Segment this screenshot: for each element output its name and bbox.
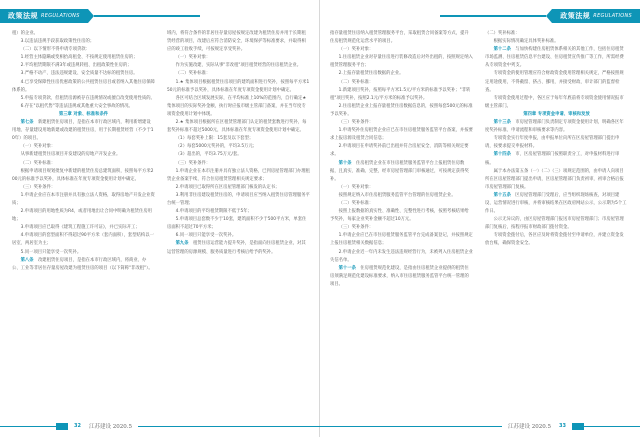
right-section-header bbox=[440, 9, 640, 23]
body-paragraph: 6.存在"以租代售"等违法违规或其他重大安全事故的情况。 bbox=[20, 103, 133, 109]
body-paragraph: （1）每套奖补上限：15套及以下套型； bbox=[175, 136, 254, 142]
footer-tab bbox=[572, 423, 584, 430]
article-number: 第十三条 bbox=[493, 120, 511, 126]
left-text-columns bbox=[12, 30, 310, 415]
left-masthead: 江苏建设 2020.5 bbox=[88, 424, 132, 430]
chapter-heading: 第三章 对象、标准和条件 bbox=[58, 111, 109, 117]
body-paragraph: 作为实施改建、实际从事"非改租"项目租赁经营的住房租赁企业。 bbox=[175, 63, 302, 69]
chapter-heading: 第四章 专项资金申请、审核和发放 bbox=[523, 111, 590, 117]
article-text: 市、区房屋管理部门按照职责分工，对申报材料进行审核。 bbox=[485, 152, 620, 166]
body-paragraph: （3）超出的，平均3.75万元/套。 bbox=[175, 152, 242, 158]
article-paragraph bbox=[485, 192, 628, 216]
body-paragraph: 根据申请项目规划批复中新建的租赁住房总建筑面积，按照每平方米200元的标准予以奖补，具体标准在年度专项资金使用计划中确定。 bbox=[12, 168, 154, 182]
body-paragraph: 指存量租赁住房纳入租赁管理服务平台，采取租赁合同备案等方式，提升住房租赁规范化运营水平的项目。 bbox=[330, 31, 469, 45]
left-page-number: 32 bbox=[74, 423, 81, 429]
body-paragraph: 1.经营主体隐瞒或变相抬高租金、不按规定使用租赁住房的； bbox=[20, 55, 138, 61]
right-page bbox=[320, 0, 640, 437]
article-paragraph bbox=[485, 119, 628, 135]
article-paragraph bbox=[12, 119, 155, 143]
article-text: 与加快构建住房租赁体系相关的其他工作，包括住房租赁市场监测、住房租赁信息平台建设、住房租赁宣传推广等工作，所需经费从专项资金中列支。 bbox=[485, 47, 624, 69]
body-paragraph: 5.同一项目只能享受一次奖补。 bbox=[20, 249, 82, 255]
body-paragraph: 3.利用非住房建设租赁住房的，申请项目应当纳入租赁住房管理服务平台统一管理； bbox=[167, 192, 310, 206]
body-paragraph: 公示无异议的，由区房屋管理部门报送市房屋管理部门；市房屋管理部门复核后，按程序报市财政部门拨付资金。 bbox=[485, 217, 624, 231]
article-paragraph bbox=[12, 257, 155, 273]
footer-rule bbox=[138, 426, 320, 427]
body-paragraph: 4.已享受保障性住房优惠政策的公共租赁住房目或者纳入其他住房保障体系的。 bbox=[12, 79, 155, 93]
footer-rule bbox=[0, 426, 56, 427]
body-paragraph: 4.申请项目的平均租赁期限不低于5年； bbox=[175, 209, 252, 215]
body-paragraph: （三）奖补条件： bbox=[338, 225, 374, 231]
right-page-number: 33 bbox=[559, 423, 566, 429]
article-number: 第十四条 bbox=[493, 152, 511, 158]
body-paragraph: （一）奖补对象： bbox=[338, 184, 374, 190]
body-paragraph: 专项资金使用过程中，各区应于每年年底前将专项资金使用情况报市级主管部门。 bbox=[485, 95, 624, 109]
body-paragraph: （二）以下情形不得申请专项贷款： bbox=[20, 47, 90, 53]
body-paragraph: 属于本办法第五条（一）（二）（三）项规定范围的，由申请人向项目所在区房屋管理部门提出申请，区房屋管理部门负责初审，初审合格后报市房屋管理部门复核。 bbox=[485, 168, 624, 190]
right-text-columns bbox=[330, 30, 628, 415]
body-paragraph: （2）每套5000元奖补的，平均3.5万元； bbox=[175, 144, 258, 150]
body-paragraph: （三）奖补条件： bbox=[338, 120, 374, 126]
body-paragraph: 2.住房租赁企业上报存量租赁住房数据信息的，按照每套500元的标准予以奖补。 bbox=[330, 103, 473, 117]
body-paragraph: 专项资金拨付后，各区应及时将资金拨付至申请单位，并建立资金发放台账，确保资金安全。 bbox=[485, 233, 624, 247]
body-paragraph: 按照规定纳入市住房租赁服务监管平台管理的住房租赁企业。 bbox=[338, 192, 456, 198]
body-paragraph: 从事新建租赁住房项目开发建设的房地产开发企业。 bbox=[20, 152, 121, 158]
column bbox=[167, 30, 310, 415]
body-paragraph: 域内，将符合条件的非居住存量房屋按规定改建为租赁住房并用于长期租赁经营的项目，改建后应符合消防安全、环境保护等标准要求，并取得相应的竣工验收手续，可按规定享受奖补。 bbox=[167, 31, 306, 53]
left-section-header bbox=[0, 9, 200, 23]
body-paragraph: （三）奖补条件： bbox=[20, 184, 56, 190]
footer-rule bbox=[584, 426, 640, 427]
footer-tab bbox=[56, 423, 68, 430]
body-paragraph: 1.申请企业应已在市住房租赁服务监管平台完成备案登记，并按照规定上报住房租赁相关数据信息； bbox=[330, 233, 473, 247]
article-text: 住房租赁规范化建设，是指由住房租赁企业提供的租赁住房须满足规范化建设标准要求，纳入市住房租赁服务监管平台统一管理的项目。 bbox=[330, 265, 469, 287]
body-paragraph: 2.★ 集体项目根据所在区租赁管理部门认定的租赁套数进行奖补，每套奖补标准不超过5000元，具体标准在年度专项资金使用计划中确定。 bbox=[167, 120, 307, 134]
column bbox=[12, 30, 155, 415]
article-paragraph bbox=[167, 240, 310, 256]
article-number: 第十五条 bbox=[493, 192, 511, 198]
left-section-subtitle: REGULATIONS bbox=[41, 13, 80, 19]
body-paragraph: 6.同一项目只能享受一次奖补。 bbox=[175, 233, 237, 239]
body-paragraph: （三）奖补条件： bbox=[175, 160, 211, 166]
left-section-title: 政策法规 bbox=[8, 12, 38, 20]
header-rule bbox=[440, 15, 546, 17]
article-number: 第七条 bbox=[20, 120, 34, 126]
article-number: 第八条 bbox=[20, 257, 34, 263]
body-paragraph: 根据实际情况确定具体奖补标准。 bbox=[493, 39, 559, 45]
body-paragraph: （二）奖补标准： bbox=[485, 31, 520, 36]
left-section-tab bbox=[0, 9, 88, 23]
body-paragraph: 1.住房租赁企业对存量住房进行装修改造后对外出租的，按照规定纳入租赁管理服务平台； bbox=[330, 55, 473, 69]
column bbox=[330, 30, 473, 415]
body-paragraph: （一）奖补对象： bbox=[20, 144, 56, 150]
body-paragraph: 1.申请奖补住房租赁企业应已在市住房租赁服务监管平台备案，并按要求上报房源及租赁合同信息； bbox=[330, 128, 473, 142]
article-paragraph bbox=[485, 46, 628, 70]
right-section-tab bbox=[552, 9, 640, 23]
right-section-subtitle: REGULATIONS bbox=[593, 13, 632, 19]
article-number: 第十二条 bbox=[493, 47, 511, 53]
article-text: 区房屋管理部门受理后，应当组织现场核查，对项目建设、运营情况进行审核，并将审核结果在区政府网站公示，公示期为5个工作日。 bbox=[485, 192, 627, 215]
body-paragraph: 按照上报数据的真实性、准确性、完整性进行考核，按照考核结果给予奖补，每家企业奖补金额不超过10万元。 bbox=[330, 209, 469, 223]
body-paragraph: 2.申请项目在申请奖补前已出租并符合房屋安全、消防等相关规定要求。 bbox=[330, 144, 469, 158]
body-paragraph: （二）奖补标准： bbox=[20, 160, 56, 166]
body-paragraph: 2.上报存量租赁住房数据的企业。 bbox=[338, 71, 404, 77]
right-masthead: 江苏建设 2020.5 bbox=[508, 424, 552, 430]
body-paragraph: 3.申请项目应已取得《建筑工程施工许可证》，并已实际开工； bbox=[20, 225, 140, 231]
body-paragraph: （一）奖补对象： bbox=[175, 55, 211, 61]
body-paragraph: 专项资金的使用管理应符合财政资金使用管理相关规定，严格按照规定用途使用，不得截留、挤占、挪用，并接受财政、审计部门的监督检查。 bbox=[485, 71, 624, 93]
body-paragraph: 5.申请项目总套数不少于10套，建筑面积不少于500平方米，单套住房面积不超过70平方米； bbox=[167, 217, 307, 231]
article-text: 住房租赁企业在市住房租赁服务监管平台上报租赁住房数据，且真实、准确、完整，经市房屋管理部门审核通过，可按规定获得奖补。 bbox=[330, 160, 469, 182]
right-footer bbox=[320, 421, 640, 431]
body-paragraph: 2.申请企业近一年内未发生违法违规经营行为，未被列入住房租赁企业失信名单。 bbox=[330, 249, 473, 263]
body-paragraph: 专项资金实行年度申报，由申报单位向所在区房屋管理部门提出申请，按要求提交申报材料。 bbox=[485, 136, 620, 150]
body-paragraph: 4.申请项目的套型面积不得超过90平方米（套内面积），套型结构以一居室、两居室为主； bbox=[12, 233, 154, 247]
body-paragraph: 租）的企业。 bbox=[12, 31, 39, 36]
article-paragraph bbox=[330, 160, 473, 184]
column bbox=[485, 30, 628, 415]
body-paragraph: 1.★ 集体项目根据租赁住房项目的建筑面积进行奖补，按照每平方米150元的标准予以奖补，具体标准在年度专项资金使用计划中确定。 bbox=[167, 79, 310, 93]
body-paragraph: 2.申请项目的用地性质为R4，或者用地出让合同中明确为租赁住房用地； bbox=[12, 209, 153, 223]
article-number: 第九条 bbox=[175, 241, 189, 247]
right-section-title: 政策法规 bbox=[560, 12, 591, 20]
body-paragraph: 3.严格不动产、违法违规建设、安全质量不达标的租赁住房。 bbox=[20, 71, 138, 77]
body-paragraph: 5.申报专项贷款、但租赁房源被存在违规情况或擅自改变使用性质的。 bbox=[20, 95, 155, 101]
body-paragraph: （二）奖补标准： bbox=[338, 200, 374, 206]
body-paragraph: 1.申请企业在本市注册并具有独立法人资格，已到房屋管理部门办理租赁企业备案手续，符合住房租赁管理相关规定要求； bbox=[167, 168, 310, 182]
article-text: 新建租赁住房项目，是指在本市行政区域内，利用新增建设用地、存量建设用地新建或改建的租赁住房，用于长期租赁经营（不少于10年）的项目。 bbox=[12, 120, 154, 142]
footer-rule bbox=[320, 426, 502, 427]
body-paragraph: 2.申请项目已取得所在区房屋管理部门核发的认定书； bbox=[175, 184, 280, 190]
body-paragraph: （二）奖补标准： bbox=[338, 79, 374, 85]
article-text: 租赁住房运营能力提升奖补，是指面向住房租赁企业，对其运营管理的房源规模、服务质量进行考核后给予的奖补。 bbox=[167, 241, 306, 255]
article-paragraph bbox=[330, 265, 473, 289]
body-paragraph: 1.新建项目奖补，按照每平方米1.5元/平方米的标准予以奖补；"非转租"项目奖补，按照2.1元/平方米的标准予以奖补。 bbox=[330, 87, 471, 101]
body-paragraph: （二）奖补标准： bbox=[175, 71, 211, 77]
article-number: 第十一条 bbox=[338, 265, 356, 271]
header-rule bbox=[94, 15, 200, 17]
body-paragraph: 1.申请企业应在本市注册并具有独立法人资格，取得房地产开发企业资质； bbox=[12, 192, 155, 206]
body-paragraph: （一）奖补对象： bbox=[338, 47, 374, 53]
article-text: 市房屋管理部门负责制定专项资金使用计划，明确各区年度奖补标准、申请流程和审核要求等内容。 bbox=[485, 120, 624, 134]
body-paragraph: 2.平均租赁期限不满3年或违规转租、出租政策性住房的； bbox=[20, 63, 132, 69]
body-paragraph: 各区可结合区域发展实际，在平均标准上10%的范围内，自行确定★ 集体项目的实际奖补金额，执行时应报市级主管部门备案，并在当年度专项资金使用计划中体现。 bbox=[167, 95, 307, 117]
left-footer bbox=[0, 421, 320, 431]
body-paragraph: 3.以违法违规手段获取政策性住房的； bbox=[20, 39, 95, 45]
article-number: 第十条 bbox=[338, 160, 352, 166]
article-text: 改建租赁住房项目，是指在本市行政区域内，将商业、办公、工业等非居住存量房屋改建为租赁住房的项目（以下简称"非改租"）。 bbox=[12, 257, 153, 271]
article-paragraph bbox=[485, 151, 628, 167]
